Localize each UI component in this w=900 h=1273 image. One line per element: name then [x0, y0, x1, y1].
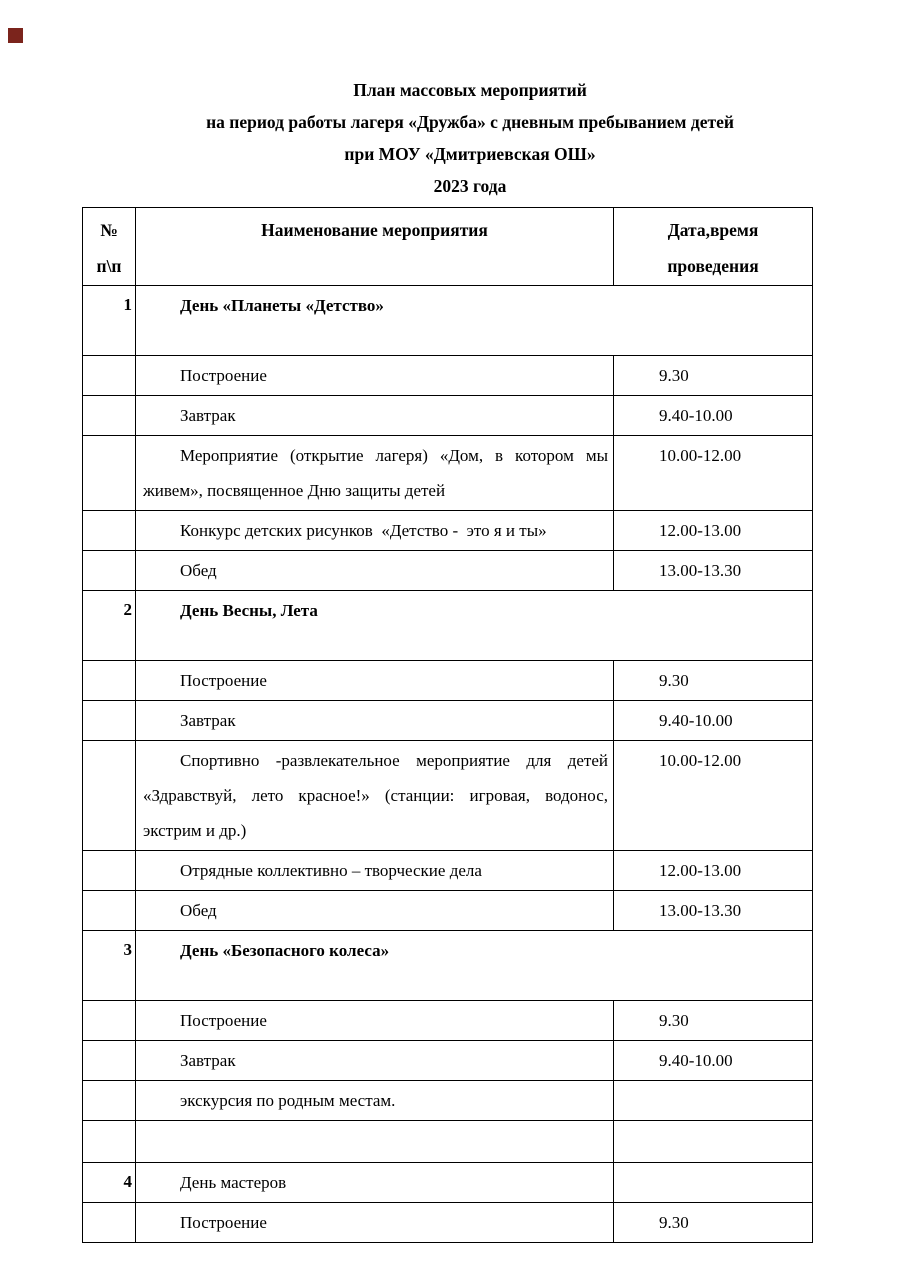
- event-name-cell: Построение: [136, 661, 614, 701]
- row-number-cell: 3: [83, 931, 136, 1001]
- event-row: [83, 891, 813, 931]
- row-number-cell: [83, 701, 136, 741]
- day-title-cell: День «Планеты «Детство»: [136, 286, 813, 356]
- document-title-line-3: при МОУ «Дмитриевская ОШ»: [344, 144, 596, 164]
- row-number-cell: [83, 551, 136, 591]
- event-row: [83, 1081, 813, 1121]
- event-time-cell: 9.30: [614, 356, 813, 396]
- event-name-cell: Спортивно -развлекательное мероприятие для детей «Здравствуй, лето красное!» (станции: игровая, водонос, экстрим и др.): [136, 741, 614, 851]
- spacer-row: [83, 1121, 813, 1163]
- row-number-cell: [83, 1041, 136, 1081]
- row-number-cell: [83, 891, 136, 931]
- page-corner-marker: [8, 28, 23, 43]
- events-table-header: [83, 208, 813, 286]
- day-title-cell: День Весны, Лета: [136, 591, 813, 661]
- row-number-cell: [83, 511, 136, 551]
- row-number-cell: [83, 1001, 136, 1041]
- day-title-cell: День мастеров: [136, 1163, 614, 1203]
- event-name-cell: Отрядные коллективно – творческие дела: [136, 851, 614, 891]
- row-number-cell: [83, 436, 136, 511]
- event-time-cell: 9.40-10.00: [614, 701, 813, 741]
- event-time-cell: [614, 1121, 813, 1163]
- row-number-cell: [83, 1081, 136, 1121]
- header-cell-name: Наименование мероприятия: [136, 208, 614, 286]
- event-time-cell: 9.40-10.00: [614, 396, 813, 436]
- event-name-cell: экскурсия по родным местам.: [136, 1081, 614, 1121]
- header-number-line-2: п\п: [96, 256, 122, 276]
- event-row: [83, 356, 813, 396]
- row-number-cell: 4: [83, 1163, 136, 1203]
- event-name-cell: Построение: [136, 356, 614, 396]
- day-title-cell: День «Безопасного колеса»: [136, 931, 813, 1001]
- event-time-cell: 12.00-13.00: [614, 851, 813, 891]
- event-time-cell: 12.00-13.00: [614, 511, 813, 551]
- row-number-cell: 1: [83, 286, 136, 356]
- event-time-cell: 10.00-12.00: [614, 436, 813, 511]
- row-number-cell: [83, 741, 136, 851]
- event-time-cell: [614, 1163, 813, 1203]
- event-name-cell: Построение: [136, 1203, 614, 1243]
- event-name-cell: Построение: [136, 1001, 614, 1041]
- events-table: [82, 207, 813, 1243]
- row-number-cell: [83, 851, 136, 891]
- event-name-cell: [136, 1121, 614, 1163]
- event-time-cell: 9.40-10.00: [614, 1041, 813, 1081]
- event-time-cell: 10.00-12.00: [614, 741, 813, 851]
- event-row: [83, 511, 813, 551]
- header-time-line-2: проведения: [667, 256, 759, 276]
- row-number-cell: [83, 1121, 136, 1163]
- event-name-cell: Завтрак: [136, 1041, 614, 1081]
- document-title-line-4: 2023 года: [433, 176, 507, 196]
- row-number-cell: [83, 1203, 136, 1243]
- event-row: [83, 551, 813, 591]
- event-time-cell: 13.00-13.30: [614, 551, 813, 591]
- day-row: [83, 591, 813, 661]
- event-row: [83, 396, 813, 436]
- event-name-cell: Обед: [136, 891, 614, 931]
- event-name-cell: Мероприятие (открытие лагеря) «Дом, в котором мы живем», посвященное Дню защиты детей: [136, 436, 614, 511]
- event-row: [83, 1041, 813, 1081]
- event-row: [83, 701, 813, 741]
- event-row: [83, 1203, 813, 1243]
- day-row: [83, 931, 813, 1001]
- event-time-cell: 13.00-13.30: [614, 891, 813, 931]
- event-time-cell: 9.30: [614, 661, 813, 701]
- header-row: [83, 208, 813, 286]
- event-time-cell: 9.30: [614, 1203, 813, 1243]
- event-row: [83, 1001, 813, 1041]
- event-row: [83, 851, 813, 891]
- header-time-line-1: Дата,время: [667, 220, 759, 240]
- row-number-cell: [83, 396, 136, 436]
- row-number-cell: [83, 661, 136, 701]
- event-row: [83, 741, 813, 851]
- event-name-cell: Завтрак: [136, 701, 614, 741]
- events-table-body: [83, 286, 813, 1243]
- header-cell-time: [614, 208, 813, 286]
- day-row: [83, 286, 813, 356]
- day-row: [83, 1163, 813, 1203]
- document-title: [82, 74, 858, 202]
- header-number-line-1: №: [100, 220, 118, 240]
- event-name-cell: Завтрак: [136, 396, 614, 436]
- event-name-cell: Конкурс детских рисунков «Детство - это я и ты»: [136, 511, 614, 551]
- document-title-line-2: на период работы лагеря «Дружба» с дневным пребыванием детей: [206, 112, 734, 132]
- header-cell-number: [83, 208, 136, 286]
- event-row: [83, 661, 813, 701]
- event-time-cell: 9.30: [614, 1001, 813, 1041]
- document-title-line-1: План массовых мероприятий: [353, 80, 587, 100]
- event-time-cell: [614, 1081, 813, 1121]
- event-name-cell: Обед: [136, 551, 614, 591]
- event-row: [83, 436, 813, 511]
- row-number-cell: 2: [83, 591, 136, 661]
- row-number-cell: [83, 356, 136, 396]
